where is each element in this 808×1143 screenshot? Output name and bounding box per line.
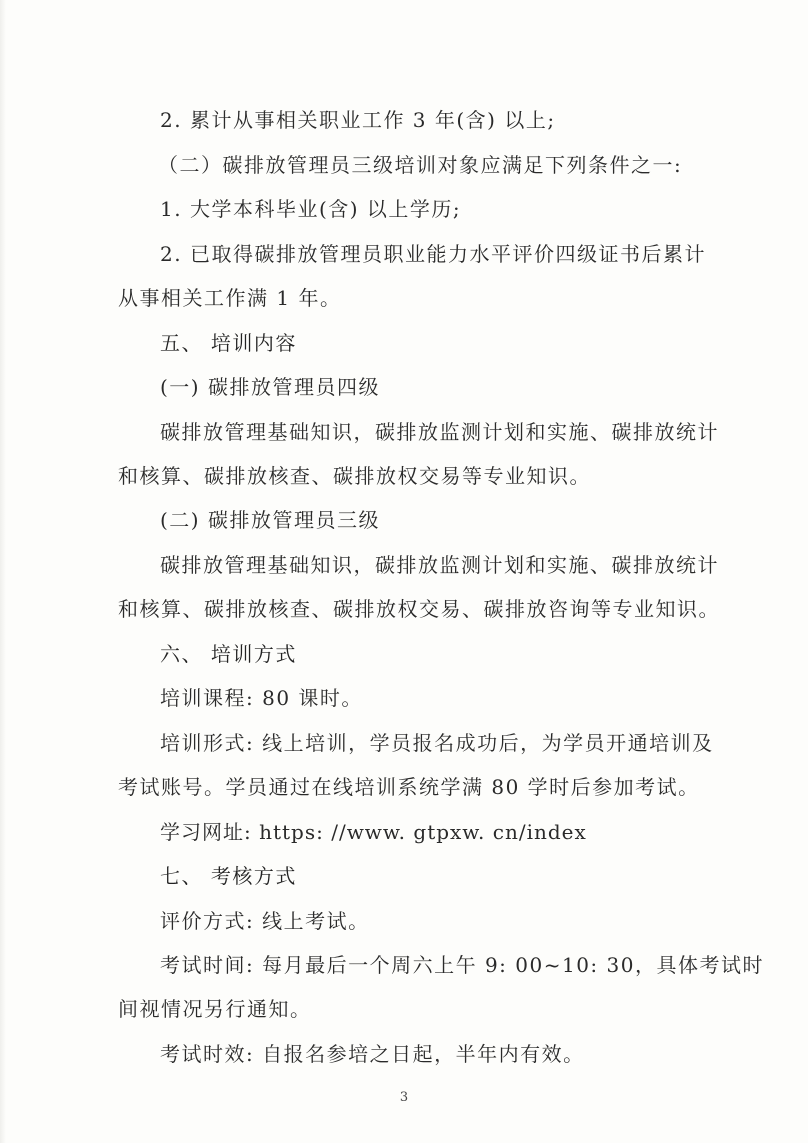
section-heading: 五、 培训内容	[160, 331, 297, 355]
text-line: 考试时间: 每月最后一个周六上午 9: 00~10: 30，具体考试时	[160, 953, 764, 977]
text-line: 考试账号。学员通过在线培训系统学满 80 学时后参加考试。	[118, 775, 700, 799]
text-line: 2. 已取得碳排放管理员职业能力水平评价四级证书后累计	[160, 242, 706, 266]
text-line: 1. 大学本科毕业(含) 以上学历;	[160, 197, 462, 221]
url-line: 学习网址: https: //www. gtpxw. cn/index	[160, 820, 587, 844]
text-line: 培训课程: 80 课时。	[160, 686, 363, 710]
text-line: 培训形式: 线上培训，学员报名成功后，为学员开通培训及	[160, 731, 714, 755]
subsection-heading: (一) 碳排放管理员四级	[160, 375, 380, 399]
text-line: 考试时效: 自报名参培之日起，半年内有效。	[160, 1042, 585, 1066]
text-line: 从事相关工作满 1 年。	[118, 286, 342, 310]
section-heading: 七、 考核方式	[160, 864, 297, 888]
section-heading: 六、 培训方式	[160, 642, 297, 666]
text-line: 碳排放管理基础知识，碳排放监测计划和实施、碳排放统计	[160, 420, 719, 444]
text-line: 碳排放管理基础知识，碳排放监测计划和实施、碳排放统计	[160, 553, 719, 577]
text-line: 和核算、碳排放核查、碳排放权交易等专业知识。	[118, 464, 591, 488]
text-line: 间视情况另行通知。	[118, 997, 312, 1021]
text-line: （二）碳排放管理员三级培训对象应满足下列条件之一:	[158, 153, 683, 177]
page-number: 3	[399, 1090, 409, 1105]
text-line: 2. 累计从事相关职业工作 3 年(含) 以上;	[160, 108, 556, 132]
subsection-heading: (二) 碳排放管理员三级	[160, 508, 380, 532]
text-line: 评价方式: 线上考试。	[160, 909, 370, 933]
text-line: 和核算、碳排放核查、碳排放权交易、碳排放咨询等专业知识。	[118, 597, 720, 621]
scan-edge-shadow	[0, 0, 6, 1143]
